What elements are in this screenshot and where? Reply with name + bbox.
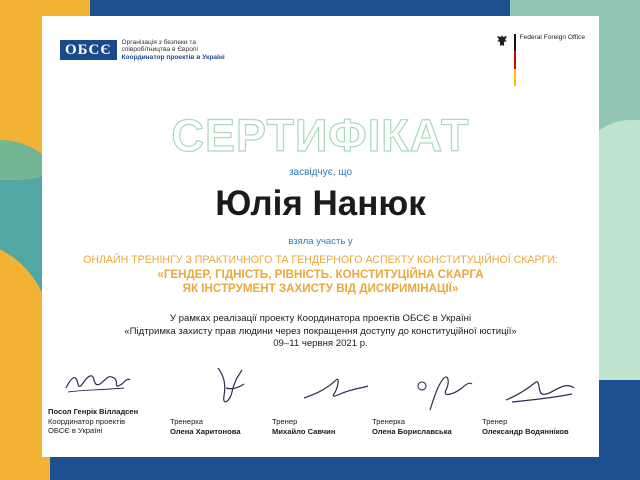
certificate-title: СЕРТИФІКАТ xyxy=(171,110,470,161)
training-topic: «ГЕНДЕР, ГІДНІСТЬ, РІВНІСТЬ. КОНСТИТУЦІЙНА СКАРГА ЯК ІНСТРУМЕНТ ЗАХИСТУ ВІД ДИСКРИМІНАЦІЇ» xyxy=(157,268,484,295)
german-flag-stripe xyxy=(514,34,516,86)
signature-villadsen xyxy=(62,368,132,396)
signer-vodiannikov: Тренер Олександр Водянніков xyxy=(482,417,569,436)
osce-logo: ОБСЄ xyxy=(60,40,117,60)
eagle-icon xyxy=(496,34,508,48)
took-part-text: взяла участь у xyxy=(288,236,353,247)
recipient-name: Юлія Нанюк xyxy=(215,184,426,223)
signature-vodiannikov xyxy=(502,376,576,406)
project-description: У рамках реалізації проекту Координатора проектів ОБСЄ в Україні «Підтримка захисту прав людини через покращення доступу до конституційної юстиції» 09–11 червня 2021 р. xyxy=(42,313,599,351)
osce-logo-block xyxy=(60,40,225,60)
signature-boryslavska xyxy=(414,370,474,418)
signer-villadsen: Посол Генрік Вілладсен Координатор проектів ОБСЄ в Україні xyxy=(48,407,139,436)
signature-kharytonova xyxy=(212,362,248,412)
signer-boryslavska: Тренерка Олена Бориславська xyxy=(372,417,452,436)
certificate-sheet xyxy=(42,16,599,457)
training-title: ОНЛАЙН ТРЕНІНГУ З ПРАКТИЧНОГО ТА ГЕНДЕРНОГО АСПЕКТУ КОНСТИТУЦІЙНОЇ СКАРГИ: xyxy=(83,254,558,266)
osce-org-name: Організація з безпеки та співробітництва в Європі Координатор проектів в Україні xyxy=(121,38,225,61)
ffo-label: Federal Foreign Office xyxy=(519,34,585,41)
signer-kharytonova: Тренерка Олена Харитонова xyxy=(170,417,241,436)
signature-savchyn xyxy=(300,374,370,402)
signer-savchyn: Тренер Михайло Савчин xyxy=(272,417,336,436)
training-dates: 09–11 червня 2021 р. xyxy=(273,338,368,350)
federal-foreign-office-logo xyxy=(496,34,585,86)
certifies-text: засвідчує, що xyxy=(288,167,353,178)
